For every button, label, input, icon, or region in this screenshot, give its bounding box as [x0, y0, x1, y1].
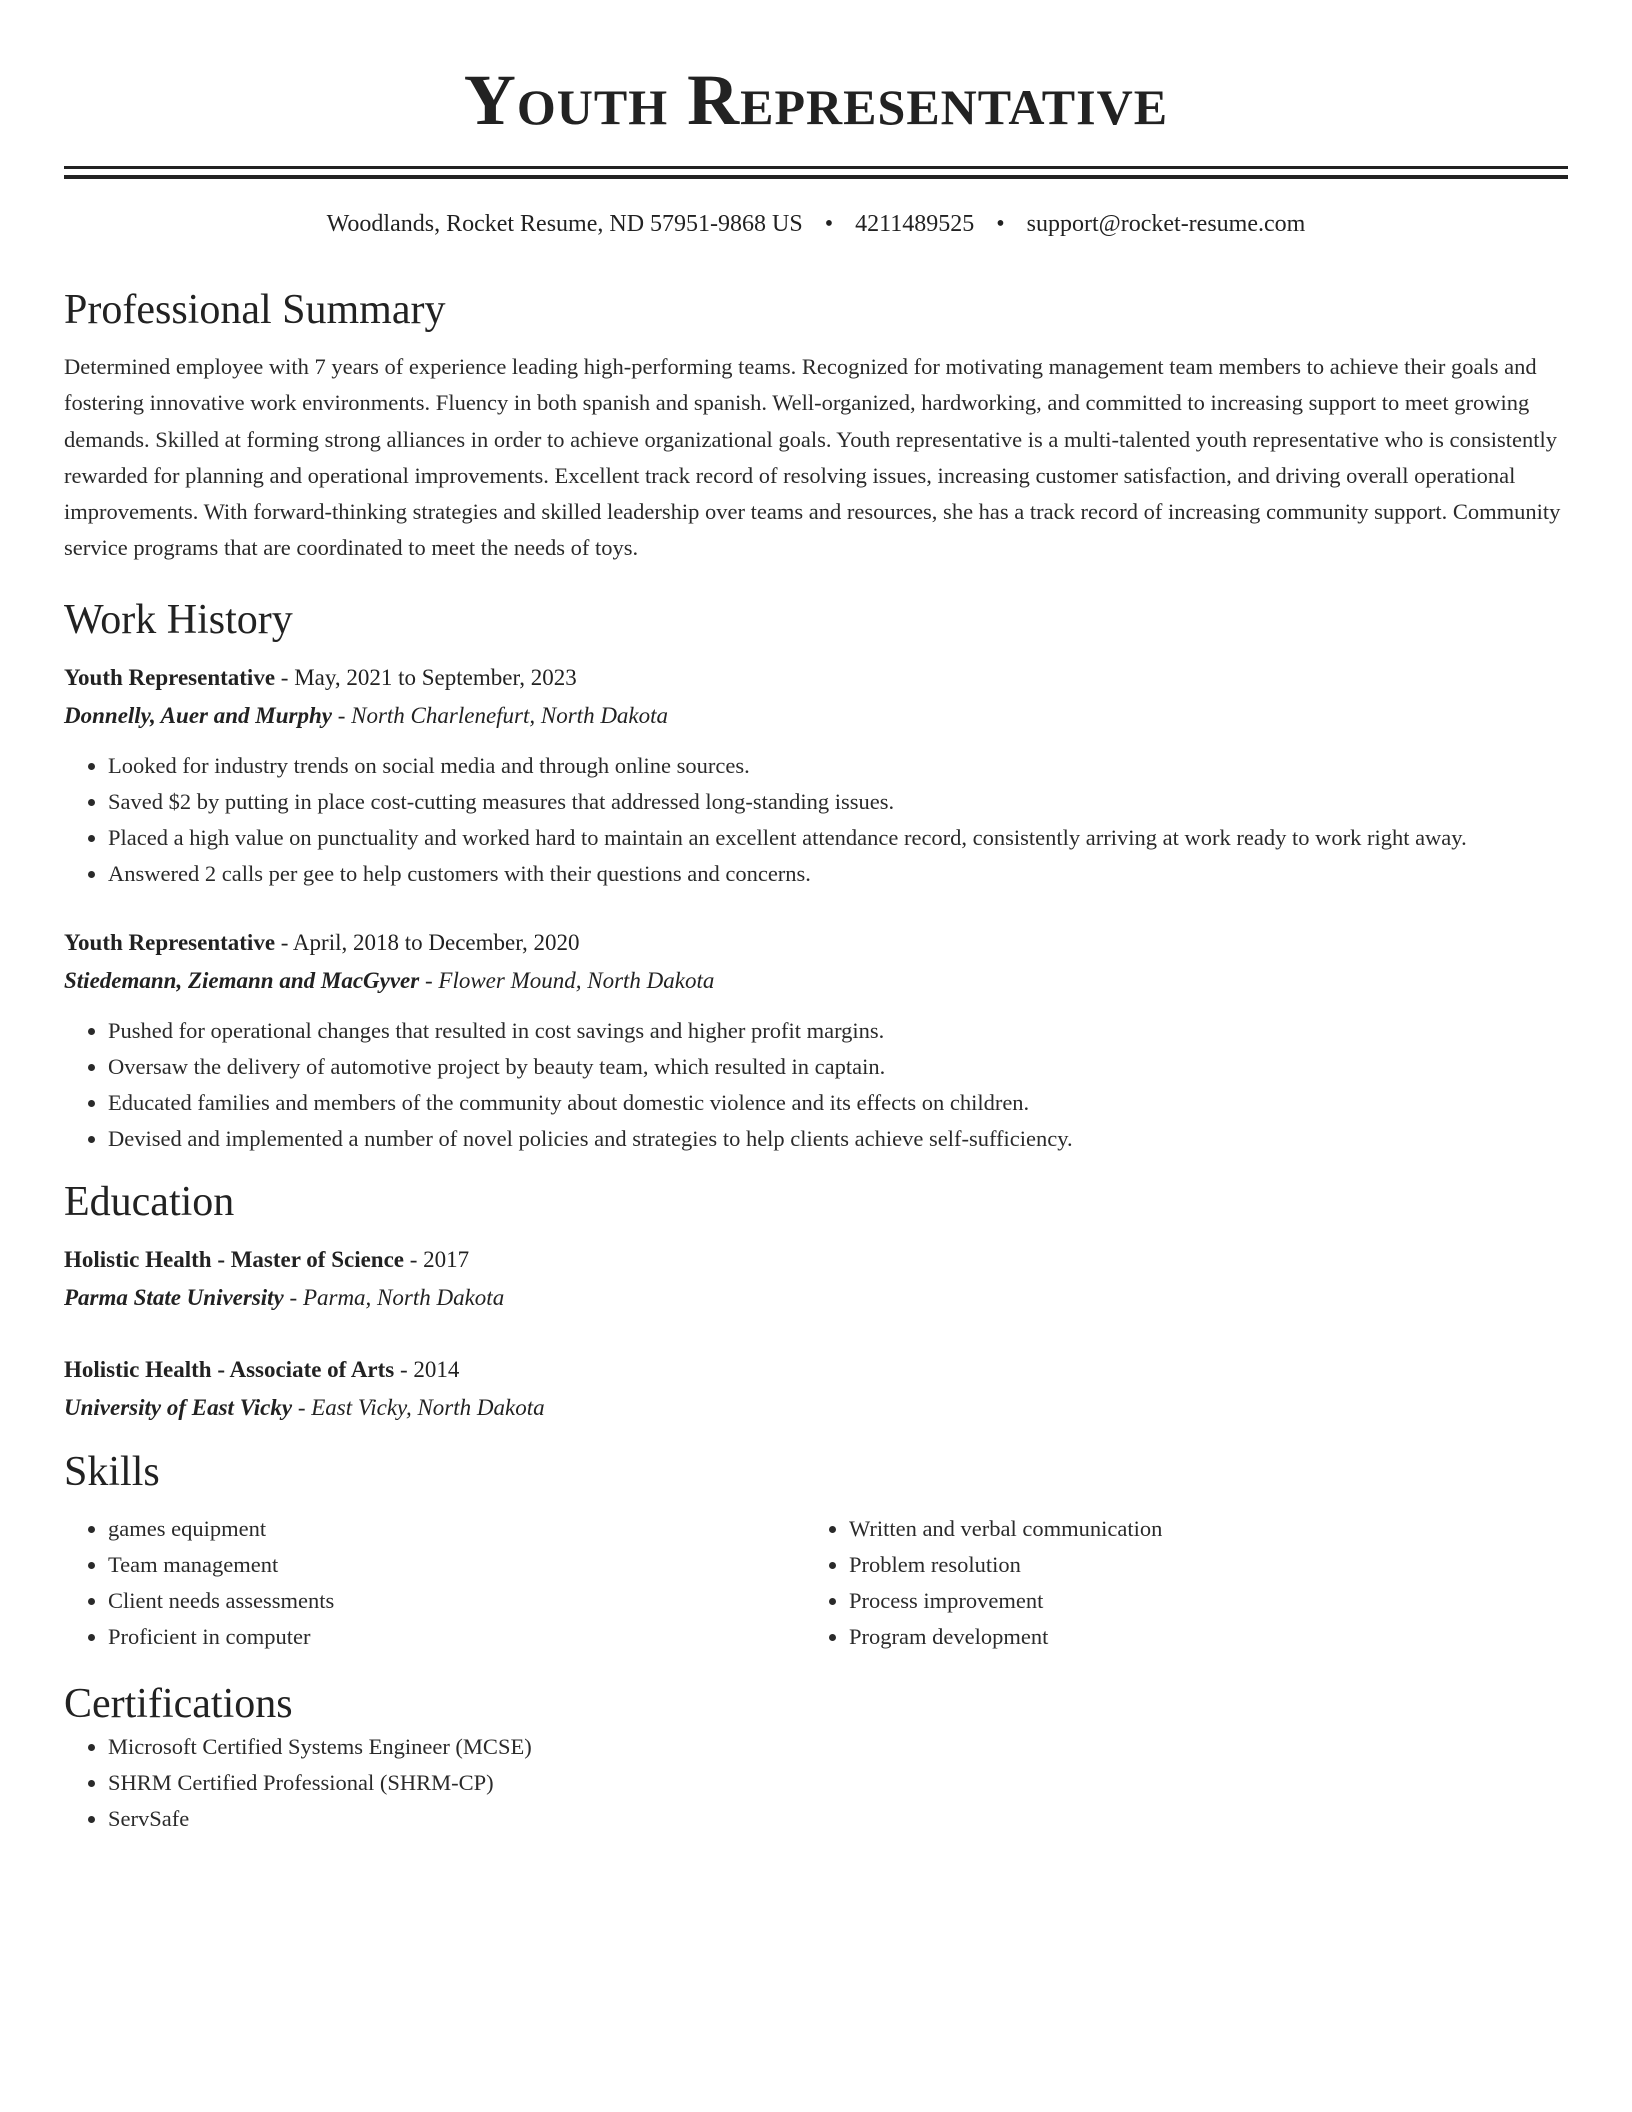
skills-column-left: [64, 1511, 805, 1655]
contact-separator: •: [824, 211, 834, 237]
skills-list: [805, 1511, 1546, 1655]
header-divider-top: [64, 166, 1568, 169]
education-header: [64, 1241, 1568, 1279]
education-location: - Parma, North Dakota: [283, 1284, 505, 1310]
job-bullet: • Looked for industry trends on social media and through online sources.: [108, 748, 1568, 784]
education-school: University of East Vicky: [64, 1394, 293, 1420]
education-header: [64, 1351, 1568, 1389]
skill-item: • Problem resolution: [849, 1547, 1546, 1583]
skills-column-right: [805, 1511, 1546, 1655]
job-location: - North Charlenefurt, North Dakota: [331, 702, 669, 728]
job-dates: - May, 2021 to September, 2023: [275, 664, 577, 690]
job-header: [64, 659, 1568, 697]
education-entry: [64, 1351, 1568, 1427]
education-degree: Holistic Health - Master of Science: [64, 1246, 405, 1272]
contact-separator: •: [996, 211, 1005, 237]
skill-item: • Proficient in computer: [108, 1619, 805, 1655]
job-entry: [64, 659, 1568, 892]
job-bullet: • Pushed for operational changes that resulted in cost savings and higher profit margins.: [108, 1013, 1568, 1049]
header-divider-bottom: [64, 175, 1568, 179]
certification-item: • Microsoft Certified Systems Engineer (MCSE): [108, 1729, 1568, 1765]
job-employer: [64, 962, 1568, 1000]
job-bullet: • Oversaw the delivery of automotive project by beauty team, which resulted in captain.: [108, 1049, 1568, 1085]
certification-item: • ServSafe: [108, 1801, 1568, 1837]
skill-item: • Client needs assessments: [108, 1583, 805, 1619]
resume-name: Youth Representative: [463, 60, 1169, 140]
job-bullet: • Answered 2 calls per gee to help customers with their questions and concerns.: [108, 856, 1568, 892]
skill-item: • Team management: [108, 1547, 805, 1583]
education-year: - 2014: [394, 1356, 460, 1382]
job-bullet: • Educated families and members of the community about domestic violence and its effects on children.: [108, 1085, 1568, 1121]
education-location: - East Vicky, North Dakota: [292, 1394, 545, 1420]
summary-heading: Professional Summary: [64, 287, 446, 333]
job-company: Donnelly, Auer and Murphy: [64, 702, 332, 728]
contact-address: Woodlands, Rocket Resume, ND 57951-9868 US: [326, 211, 803, 237]
education-school-line: [64, 1279, 1568, 1317]
certifications-heading: Certifications: [64, 1680, 293, 1727]
job-company: Stiedemann, Ziemann and MacGyver: [64, 967, 420, 993]
education-school-line: [64, 1389, 1568, 1427]
job-employer: [64, 697, 1568, 735]
job-location: - Flower Mound, North Dakota: [419, 967, 715, 993]
job-bullet: • Devised and implemented a number of novel policies and strategies to help clients achieve self-sufficiency.: [108, 1121, 1568, 1157]
summary-text: Determined employee with 7 years of experience leading high-performing teams. Recognized for motivating management team members to achieve their goals and fostering innovative work environments. Fluency in both spanish and spanish. Well-organized, hardworking, and committed to increasing support to meet growing demands. Skilled at forming strong alliances in order to achieve organizational goals. Youth representative is a multi-talented youth representative who is consistently rewarded for planning and operational improvements. Excellent track record of resolving issues, increasing customer satisfaction, and driving overall operational improvements. With forward-thinking strategies and skilled leadership over teams and resources, she has a track record of increasing community support. Community service programs that are coordinated to meet the needs of toys.: [64, 354, 1561, 561]
job-bullets: [64, 748, 1568, 892]
certifications-list: [64, 1729, 1568, 1837]
skill-item: • games equipment: [108, 1511, 805, 1547]
job-bullets: [64, 1013, 1568, 1157]
job-dates: - April, 2018 to December, 2020: [275, 929, 580, 955]
skill-item: • Written and verbal communication: [849, 1511, 1546, 1547]
education-degree: Holistic Health - Associate of Arts: [64, 1356, 395, 1382]
work-history-heading: Work History: [64, 596, 293, 643]
skills-grid: [64, 1511, 1568, 1655]
education-heading: Education: [64, 1178, 235, 1225]
skills-heading: Skills: [64, 1448, 160, 1495]
job-bullet: • Saved $2 by putting in place cost-cutting measures that addressed long-standing issues.: [108, 784, 1568, 820]
job-role: Youth Representative: [64, 664, 276, 690]
contact-phone: 4211489525: [855, 211, 975, 237]
skill-item: • Process improvement: [849, 1583, 1546, 1619]
skills-list: [64, 1511, 805, 1655]
education-year: - 2017: [404, 1246, 470, 1272]
education-school: Parma State University: [64, 1284, 284, 1310]
job-entry: [64, 924, 1568, 1157]
skill-item: • Program development: [849, 1619, 1546, 1655]
job-header: [64, 924, 1568, 962]
education-entry: [64, 1241, 1568, 1317]
job-bullet: • Placed a high value on punctuality and worked hard to maintain an excellent attendance record, consistently arriving at work ready to work right away.: [108, 820, 1568, 856]
certification-item: • SHRM Certified Professional (SHRM-CP): [108, 1765, 1568, 1801]
job-role: Youth Representative: [64, 929, 276, 955]
contact-email: support@rocket-resume.com: [1026, 211, 1306, 237]
contact-line: [64, 209, 1568, 239]
